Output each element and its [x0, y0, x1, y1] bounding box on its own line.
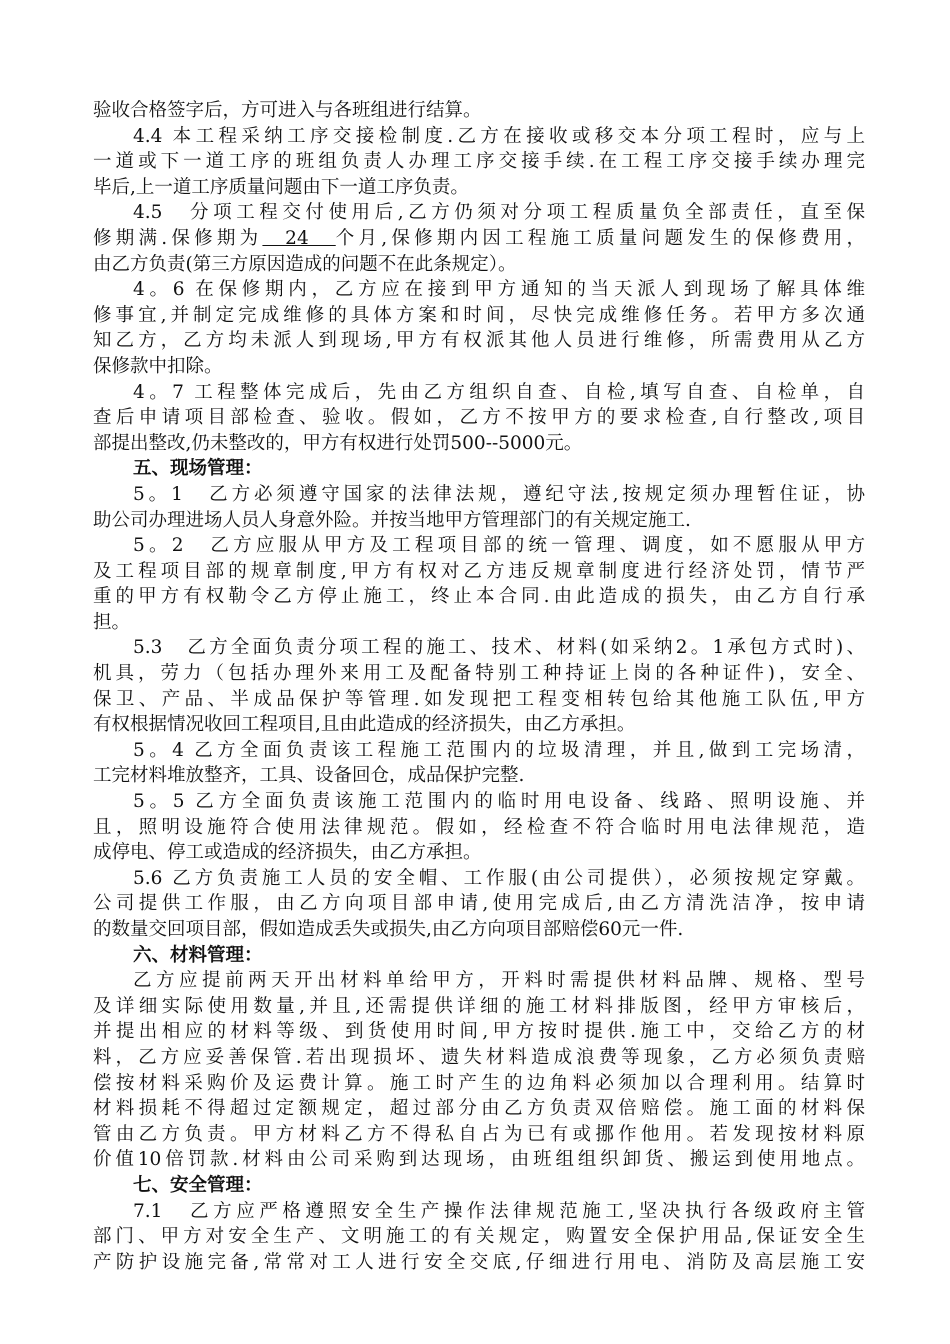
text-line: 毕后,上一道工序质量问题由下一道工序负责。 [93, 176, 469, 198]
text-line: 乙方应提前两天开出材料单给甲方，开料时需提供材料品牌、规格、型号 [133, 970, 865, 992]
text-line: 及工程项目部的规章制度,甲方有权对乙方违反规章制度进行经济处罚，情节严 [93, 560, 865, 582]
text-line: 偿按材料采购价及运费计算。施工时产生的边角料必须加以合理利用。结算时 [93, 1072, 865, 1094]
text-line: 成停电、停工或造成的经济损失，由乙方承担。 [93, 842, 482, 864]
text-line: 价值10倍罚款.材料由公司采购到达现场，由班组组织卸货、搬运到使用地点。 [93, 1149, 865, 1171]
text-line: 4.5 分项工程交付使用后,乙方仍须对分项工程质量负全部责任，直至保 [133, 202, 865, 224]
section-heading: 六、材料管理： [133, 944, 263, 966]
text-line: 重的甲方有权勒令乙方停止施工，终止本合同.由此造成的损失，由乙方自行承 [93, 586, 865, 608]
section-heading: 五、现场管理： [133, 458, 263, 480]
text-line: 5。5 乙方全面负责该施工范围内的临时用电设备、线路、照明设施、并 [133, 791, 865, 813]
text-line: 管由乙方负责。甲方材料乙方不得私自占为已有或挪作他用。若发现按材料原 [93, 1123, 865, 1145]
text-line: 4。7 工程整体完成后，先由乙方组织自查、自检,填写自查、自检单，自 [133, 381, 865, 403]
text-line: 公司提供工作服，由乙方向项目部申请,使用完成后,由乙方清洗洁净，按申请 [93, 893, 865, 915]
text-line: 4。6 在保修期内，乙方应在接到甲方通知的当天派人到现场了解具体维 [133, 279, 865, 301]
text-line: 5.6 乙方负责施工人员的安全帽、工作服(由公司提供），必须按规定穿戴。 [133, 867, 865, 889]
text-line: 7.1 乙方应严格遵照安全生产操作法律规范施工,坚决执行各级政府主管 [133, 1200, 865, 1222]
text-segment: 个月,保修期内因工程施工质量问题发生的保修费用， [335, 227, 865, 249]
text-line: 5。4 乙方全面负责该工程施工范围内的垃圾清理，并且,做到工完场清， [133, 739, 865, 761]
text-line: 5.3 乙方全面负责分项工程的施工、技术、材料(如采纳2。1承包方式时)、 [133, 637, 865, 659]
text-line: 助公司办理进场人员人身意外险。并按当地甲方管理部门的有关规定施工. [93, 509, 691, 531]
text-line: 知乙方，乙方均未派人到现场,甲方有权派其他人员进行维修，所需费用从乙方 [93, 330, 865, 352]
text-line: 料，乙方应妥善保管.若出现损坏、遗失材料造成浪费等现象，乙方必须负责赔 [93, 1046, 865, 1068]
text-line: 由乙方负责(第三方原因造成的问题不在此条规定）。 [93, 253, 517, 275]
text-line: 5。2 乙方应服从甲方及工程项目部的统一管理、调度，如不愿服从甲方 [133, 535, 865, 557]
section-heading: 七、安全管理： [133, 1174, 263, 1196]
text-line: 工完材料堆放整齐，工具、设备回仓，成品保护完整. [93, 765, 525, 787]
text-line: 保修款中扣除。 [93, 355, 223, 377]
text-line: 且，照明设施符合使用法律规范。假如，经检查不符合临时用电法律规范，造 [93, 816, 865, 838]
text-line: 材料损耗不得超过定额规定，超过部分由乙方负责双倍赔偿。施工面的材料保 [93, 1098, 865, 1120]
text-line [93, 226, 865, 252]
text-line: 部提出整改,仍未整改的，甲方有权进行处罚500--5000元。 [93, 432, 583, 454]
text-segment: 修期满.保修期为 [93, 227, 263, 249]
document-page [93, 98, 865, 1275]
text-line: 的数量交回项目部，假如造成丢失或损失,由乙方向项目部赔偿60元一件. [93, 919, 684, 940]
text-line: 保卫、产品、半成品保护等管理.如发现把工程变相转包给其他施工队伍,甲方 [93, 688, 865, 710]
text-line: 担。 [93, 611, 131, 633]
text-line: 及详细实际使用数量,并且,还需提供详细的施工材料排版图，经甲方审核后， [93, 995, 865, 1017]
warranty-months-field: 24 [262, 227, 336, 249]
text-line: 验收合格签字后，方可进入与各班组进行结算。 [93, 100, 482, 121]
text-line: 4.4 本工程采纳工序交接检制度.乙方在接收或移交本分项工程时，应与上 [133, 125, 865, 147]
text-line: 查后申请项目部检查、验收。假如，乙方不按甲方的要求检查,自行整改,项目 [93, 407, 865, 429]
text-line: 修事宜,并制定完成维修的具体方案和时间，尽快完成维修任务。若甲方多次通 [93, 304, 865, 326]
text-line: 有权根据情况收回工程项目,且由此造成的经济损失，由乙方承担。 [93, 714, 636, 736]
text-line: 并提出相应的材料等级、到货使用时间,甲方按时提供.施工中，交给乙方的材 [93, 1021, 865, 1043]
text-line: 产防护设施完备,常常对工人进行安全交底,仔细进行用电、消防及高层施工安 [93, 1251, 865, 1273]
text-line: 机具，劳力（包括办理外来用工及配备特别工种持证上岗的各种证件)，安全、 [93, 663, 865, 685]
text-line: 部门、甲方对安全生产、文明施工的有关规定，购置安全保护用品,保证安全生 [93, 1226, 865, 1248]
text-line: 一道或下一道工序的班组负责人办理工序交接手续.在工程工序交接手续办理完 [93, 151, 865, 173]
text-line: 5。1 乙方必须遵守国家的法律法规，遵纪守法,按规定须办理暂住证，协 [133, 483, 865, 505]
